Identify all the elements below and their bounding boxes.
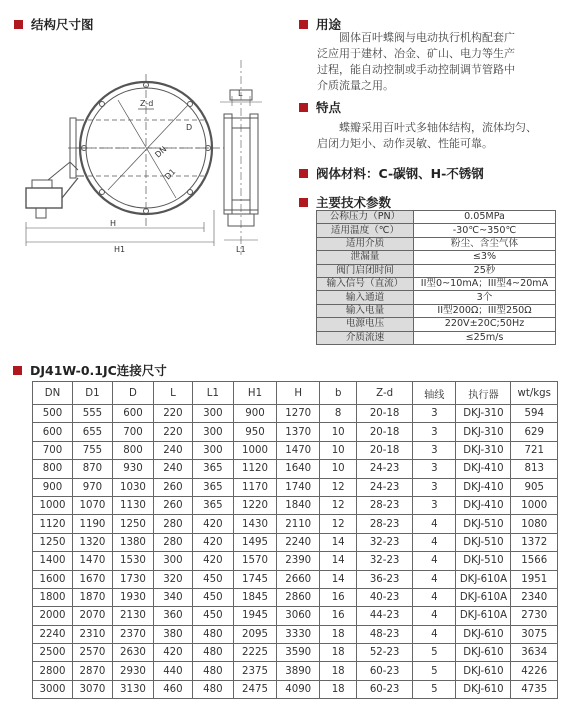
label-l1: L1 bbox=[236, 245, 246, 254]
spec-value: 3个 bbox=[414, 291, 556, 304]
table-cell: DKJ-310 bbox=[456, 423, 511, 441]
table-cell: 3 bbox=[413, 405, 456, 423]
table-cell: 440 bbox=[153, 662, 192, 680]
table-cell: 813 bbox=[511, 460, 558, 478]
feature-paragraph bbox=[317, 120, 562, 152]
table-cell: 2930 bbox=[112, 662, 153, 680]
drawing-title-text: 结构尺寸图 bbox=[31, 17, 94, 32]
table-cell: 629 bbox=[511, 423, 558, 441]
table-cell: 1372 bbox=[511, 533, 558, 551]
table-cell: 4 bbox=[413, 552, 456, 570]
spec-row bbox=[317, 304, 556, 317]
table-cell: 1380 bbox=[112, 533, 153, 551]
spec-key: 公称压力（PN） bbox=[317, 211, 414, 224]
table-cell: DKJ-410 bbox=[456, 478, 511, 496]
table-cell: 700 bbox=[33, 441, 73, 459]
spec-value: II型0~10mA；III型4~20mA bbox=[414, 277, 556, 290]
table-cell: 280 bbox=[153, 515, 192, 533]
table-row bbox=[33, 588, 558, 606]
table-cell: 1800 bbox=[33, 588, 73, 606]
table-cell: 2390 bbox=[277, 552, 320, 570]
table-cell: 1600 bbox=[33, 570, 73, 588]
table-cell: 3000 bbox=[33, 680, 73, 698]
spec-row bbox=[317, 264, 556, 277]
table-cell: DKJ-310 bbox=[456, 405, 511, 423]
table-cell: 1080 bbox=[511, 515, 558, 533]
table-cell: 18 bbox=[320, 644, 357, 662]
red-square-icon bbox=[13, 366, 22, 375]
material-title-text: 阀体材料：C-碳钢、H-不锈钢 bbox=[316, 166, 484, 181]
table-cell: 4226 bbox=[511, 662, 558, 680]
column-header: D1 bbox=[72, 382, 112, 405]
table-cell: 52-23 bbox=[357, 644, 413, 662]
table-cell: 450 bbox=[192, 570, 233, 588]
column-header: 轴线 bbox=[413, 382, 456, 405]
table-cell: 4 bbox=[413, 607, 456, 625]
usage-line: 过程，能自动控制或手动控制调节管路中 bbox=[317, 63, 515, 76]
table-cell: 3 bbox=[413, 460, 456, 478]
table-cell: 480 bbox=[192, 662, 233, 680]
spec-row bbox=[317, 224, 556, 237]
table-cell: 60-23 bbox=[357, 680, 413, 698]
table-cell: 420 bbox=[192, 533, 233, 551]
table-cell: 300 bbox=[192, 423, 233, 441]
table-cell: 900 bbox=[33, 478, 73, 496]
table-cell: 5 bbox=[413, 644, 456, 662]
spec-key: 输入信号（直流） bbox=[317, 277, 414, 290]
table-cell: 2095 bbox=[233, 625, 276, 643]
table-cell: 365 bbox=[192, 496, 233, 514]
usage-paragraph bbox=[317, 30, 562, 94]
label-l: L bbox=[238, 89, 243, 98]
table-cell: 3330 bbox=[277, 625, 320, 643]
table-cell: 2660 bbox=[277, 570, 320, 588]
spec-key: 输入通道 bbox=[317, 291, 414, 304]
table-cell: 2340 bbox=[511, 588, 558, 606]
spec-row bbox=[317, 237, 556, 250]
table-cell: 1000 bbox=[233, 441, 276, 459]
table-cell: 2000 bbox=[33, 607, 73, 625]
table-cell: 2475 bbox=[233, 680, 276, 698]
table-cell: 220 bbox=[153, 423, 192, 441]
table-cell: 60-23 bbox=[357, 662, 413, 680]
spec-value: 25秒 bbox=[414, 264, 556, 277]
table-cell: 1945 bbox=[233, 607, 276, 625]
table-cell: 1250 bbox=[112, 515, 153, 533]
table-cell: 4 bbox=[413, 515, 456, 533]
table-cell: 2225 bbox=[233, 644, 276, 662]
table-cell: 2800 bbox=[33, 662, 73, 680]
table-cell: 10 bbox=[320, 423, 357, 441]
table-cell: 240 bbox=[153, 460, 192, 478]
table-cell: 905 bbox=[511, 478, 558, 496]
column-header: L bbox=[153, 382, 192, 405]
table-cell: 1730 bbox=[112, 570, 153, 588]
column-header: H1 bbox=[233, 382, 276, 405]
column-header: 执行器 bbox=[456, 382, 511, 405]
table-cell: 16 bbox=[320, 607, 357, 625]
feature-line: 蝶瓣采用百叶式多轴体结构，流体均匀、 bbox=[339, 121, 537, 134]
table-row bbox=[33, 515, 558, 533]
table-cell: 2370 bbox=[112, 625, 153, 643]
table-cell: 420 bbox=[153, 644, 192, 662]
spec-key: 介质流速 bbox=[317, 331, 414, 344]
usage-line: 介质流量之用。 bbox=[317, 79, 394, 92]
table-cell: 2860 bbox=[277, 588, 320, 606]
column-header: DN bbox=[33, 382, 73, 405]
table-cell: DKJ-610A bbox=[456, 588, 511, 606]
table-cell: 1070 bbox=[72, 496, 112, 514]
table-cell: 10 bbox=[320, 441, 357, 459]
table-cell: 10 bbox=[320, 460, 357, 478]
table-cell: 721 bbox=[511, 441, 558, 459]
table-cell: 3130 bbox=[112, 680, 153, 698]
table-cell: 300 bbox=[192, 405, 233, 423]
table-cell: 2110 bbox=[277, 515, 320, 533]
table-cell: 18 bbox=[320, 625, 357, 643]
table-cell: 300 bbox=[153, 552, 192, 570]
table-row bbox=[33, 405, 558, 423]
spec-value: II型200Ω；III型250Ω bbox=[414, 304, 556, 317]
table-cell: 655 bbox=[72, 423, 112, 441]
column-header: D bbox=[112, 382, 153, 405]
table-cell: 1670 bbox=[72, 570, 112, 588]
table-cell: DKJ-410 bbox=[456, 496, 511, 514]
table-cell: 1740 bbox=[277, 478, 320, 496]
table-cell: 12 bbox=[320, 478, 357, 496]
table-cell: 12 bbox=[320, 515, 357, 533]
table-cell: 28-23 bbox=[357, 515, 413, 533]
table-cell: 1220 bbox=[233, 496, 276, 514]
table-cell: 340 bbox=[153, 588, 192, 606]
table-cell: 3590 bbox=[277, 644, 320, 662]
table-cell: 1120 bbox=[233, 460, 276, 478]
table-cell: DKJ-610 bbox=[456, 680, 511, 698]
table-cell: 1566 bbox=[511, 552, 558, 570]
table-cell: 5 bbox=[413, 662, 456, 680]
spec-key: 电源电压 bbox=[317, 318, 414, 331]
table-cell: 1130 bbox=[112, 496, 153, 514]
table-cell: DKJ-510 bbox=[456, 552, 511, 570]
table-cell: 755 bbox=[72, 441, 112, 459]
table-cell: 1270 bbox=[277, 405, 320, 423]
spec-key: 阀门启闭时间 bbox=[317, 264, 414, 277]
spec-value: -30℃~350℃ bbox=[414, 224, 556, 237]
table-cell: 1570 bbox=[233, 552, 276, 570]
table-row bbox=[33, 607, 558, 625]
table-cell: 2570 bbox=[72, 644, 112, 662]
table-cell: 460 bbox=[153, 680, 192, 698]
table-cell: 2240 bbox=[33, 625, 73, 643]
table-cell: 1190 bbox=[72, 515, 112, 533]
column-header: wt/kgs bbox=[511, 382, 558, 405]
table-cell: 950 bbox=[233, 423, 276, 441]
table-cell: 2500 bbox=[33, 644, 73, 662]
table-cell: 14 bbox=[320, 533, 357, 551]
table-cell: 260 bbox=[153, 496, 192, 514]
table-cell: 16 bbox=[320, 588, 357, 606]
table-cell: 1470 bbox=[277, 441, 320, 459]
table-cell: 240 bbox=[153, 441, 192, 459]
actuator-body bbox=[26, 188, 62, 208]
feature-section-title bbox=[299, 98, 341, 116]
spec-row bbox=[317, 291, 556, 304]
table-row bbox=[33, 533, 558, 551]
spec-title-text: 主要技术参数 bbox=[316, 195, 392, 210]
dimension-table bbox=[32, 381, 558, 699]
table-cell: 2130 bbox=[112, 607, 153, 625]
table-row bbox=[33, 441, 558, 459]
table-cell: 600 bbox=[33, 423, 73, 441]
spec-row bbox=[317, 211, 556, 224]
table-cell: 2630 bbox=[112, 644, 153, 662]
table-cell: 1870 bbox=[72, 588, 112, 606]
table-cell: 14 bbox=[320, 552, 357, 570]
table-cell: 8 bbox=[320, 405, 357, 423]
table-cell: 380 bbox=[153, 625, 192, 643]
spec-row bbox=[317, 277, 556, 290]
label-d: D bbox=[186, 123, 193, 132]
table-cell: 5 bbox=[413, 680, 456, 698]
table-cell: 1430 bbox=[233, 515, 276, 533]
table-cell: 365 bbox=[192, 460, 233, 478]
table-cell: 40-23 bbox=[357, 588, 413, 606]
label-d1: D1 bbox=[163, 167, 178, 182]
usage-line: 圆体百叶蝶阀与电动执行机构配套广 bbox=[339, 31, 515, 44]
table-cell: 1840 bbox=[277, 496, 320, 514]
table-cell: 1470 bbox=[72, 552, 112, 570]
table-cell: 1000 bbox=[511, 496, 558, 514]
table-cell: 24-23 bbox=[357, 460, 413, 478]
table-cell: 4 bbox=[413, 533, 456, 551]
table-row bbox=[33, 478, 558, 496]
table-cell: 4090 bbox=[277, 680, 320, 698]
dim-table-title-text: DJ41W-0.1JC连接尺寸 bbox=[30, 363, 167, 378]
spec-value: ≤3% bbox=[414, 251, 556, 264]
table-cell: 4 bbox=[413, 625, 456, 643]
table-cell: 3 bbox=[413, 423, 456, 441]
spec-key: 泄漏量 bbox=[317, 251, 414, 264]
table-cell: 480 bbox=[192, 625, 233, 643]
table-cell: DKJ-610 bbox=[456, 625, 511, 643]
table-cell: 20-18 bbox=[357, 405, 413, 423]
table-cell: 1370 bbox=[277, 423, 320, 441]
table-cell: 1030 bbox=[112, 478, 153, 496]
table-cell: 3 bbox=[413, 478, 456, 496]
table-row bbox=[33, 644, 558, 662]
valve-drawing bbox=[18, 30, 278, 260]
table-cell: 2375 bbox=[233, 662, 276, 680]
column-header: b bbox=[320, 382, 357, 405]
table-cell: 3890 bbox=[277, 662, 320, 680]
table-cell: 1530 bbox=[112, 552, 153, 570]
table-cell: DKJ-610 bbox=[456, 662, 511, 680]
feature-line: 启闭力矩小、动作灵敏、性能可靠。 bbox=[317, 137, 493, 150]
table-row bbox=[33, 423, 558, 441]
table-cell: 480 bbox=[192, 644, 233, 662]
table-cell: 4 bbox=[413, 570, 456, 588]
table-cell: 2730 bbox=[511, 607, 558, 625]
spec-table bbox=[316, 210, 556, 345]
table-cell: 4735 bbox=[511, 680, 558, 698]
table-cell: 2870 bbox=[72, 662, 112, 680]
table-cell: 1495 bbox=[233, 533, 276, 551]
table-cell: 320 bbox=[153, 570, 192, 588]
table-cell: 14 bbox=[320, 570, 357, 588]
red-square-icon bbox=[299, 169, 308, 178]
table-cell: 20-18 bbox=[357, 423, 413, 441]
table-row bbox=[33, 460, 558, 478]
table-cell: 28-23 bbox=[357, 496, 413, 514]
table-cell: 32-23 bbox=[357, 552, 413, 570]
table-cell: 3075 bbox=[511, 625, 558, 643]
spec-value: ≤25m/s bbox=[414, 331, 556, 344]
table-cell: 220 bbox=[153, 405, 192, 423]
label-h1: H1 bbox=[114, 245, 126, 254]
table-cell: DKJ-610A bbox=[456, 607, 511, 625]
table-row bbox=[33, 570, 558, 588]
column-header: L1 bbox=[192, 382, 233, 405]
table-cell: 36-23 bbox=[357, 570, 413, 588]
table-cell: 1400 bbox=[33, 552, 73, 570]
table-cell: 1320 bbox=[72, 533, 112, 551]
table-cell: 450 bbox=[192, 607, 233, 625]
table-cell: 2240 bbox=[277, 533, 320, 551]
spec-value: 220V±20C;50Hz bbox=[414, 318, 556, 331]
label-zd: Z-d bbox=[140, 99, 154, 108]
table-cell: 420 bbox=[192, 515, 233, 533]
table-cell: 2310 bbox=[72, 625, 112, 643]
table-cell: 1170 bbox=[233, 478, 276, 496]
table-cell: 20-18 bbox=[357, 441, 413, 459]
table-cell: DKJ-310 bbox=[456, 441, 511, 459]
table-row bbox=[33, 552, 558, 570]
table-cell: 1951 bbox=[511, 570, 558, 588]
spec-value: 粉尘、含尘气体 bbox=[414, 237, 556, 250]
table-cell: 930 bbox=[112, 460, 153, 478]
feature-title-text: 特点 bbox=[316, 100, 342, 115]
table-cell: 365 bbox=[192, 478, 233, 496]
spec-key: 输入电量 bbox=[317, 304, 414, 317]
table-cell: 260 bbox=[153, 478, 192, 496]
red-square-icon bbox=[299, 198, 308, 207]
dim-table-section-title bbox=[13, 361, 167, 379]
table-row bbox=[33, 625, 558, 643]
table-cell: DKJ-610A bbox=[456, 570, 511, 588]
table-cell: DKJ-610 bbox=[456, 644, 511, 662]
table-cell: 900 bbox=[233, 405, 276, 423]
table-cell: 300 bbox=[192, 441, 233, 459]
spec-section-title bbox=[299, 193, 391, 211]
table-row bbox=[33, 662, 558, 680]
label-h: H bbox=[110, 219, 117, 228]
table-row bbox=[33, 680, 558, 698]
table-cell: 1120 bbox=[33, 515, 73, 533]
table-cell: 420 bbox=[192, 552, 233, 570]
table-cell: 12 bbox=[320, 496, 357, 514]
table-cell: 3070 bbox=[72, 680, 112, 698]
table-cell: 280 bbox=[153, 533, 192, 551]
table-cell: 360 bbox=[153, 607, 192, 625]
table-cell: 1640 bbox=[277, 460, 320, 478]
table-cell: 32-23 bbox=[357, 533, 413, 551]
table-row bbox=[33, 496, 558, 514]
table-cell: 450 bbox=[192, 588, 233, 606]
table-cell: 3060 bbox=[277, 607, 320, 625]
material-section-title bbox=[299, 164, 484, 182]
table-cell: 480 bbox=[192, 680, 233, 698]
table-cell: 1000 bbox=[33, 496, 73, 514]
column-header: H bbox=[277, 382, 320, 405]
table-cell: 2070 bbox=[72, 607, 112, 625]
table-cell: 3634 bbox=[511, 644, 558, 662]
table-cell: 48-23 bbox=[357, 625, 413, 643]
table-cell: DKJ-510 bbox=[456, 515, 511, 533]
table-cell: 18 bbox=[320, 662, 357, 680]
table-cell: 870 bbox=[72, 460, 112, 478]
table-cell: 1845 bbox=[233, 588, 276, 606]
table-cell: 594 bbox=[511, 405, 558, 423]
table-cell: DKJ-410 bbox=[456, 460, 511, 478]
column-header: Z-d bbox=[357, 382, 413, 405]
spec-row bbox=[317, 251, 556, 264]
table-cell: 800 bbox=[112, 441, 153, 459]
table-cell: 800 bbox=[33, 460, 73, 478]
table-cell: 600 bbox=[112, 405, 153, 423]
spec-value: 0.05MPa bbox=[414, 211, 556, 224]
spec-row bbox=[317, 331, 556, 344]
table-cell: 1930 bbox=[112, 588, 153, 606]
table-cell: 500 bbox=[33, 405, 73, 423]
table-cell: DKJ-510 bbox=[456, 533, 511, 551]
table-cell: 3 bbox=[413, 441, 456, 459]
table-cell: 24-23 bbox=[357, 478, 413, 496]
red-square-icon bbox=[299, 20, 308, 29]
table-cell: 1250 bbox=[33, 533, 73, 551]
table-cell: 44-23 bbox=[357, 607, 413, 625]
red-square-icon bbox=[299, 103, 308, 112]
red-square-icon bbox=[14, 20, 23, 29]
usage-title-text: 用途 bbox=[316, 17, 342, 32]
table-cell: 18 bbox=[320, 680, 357, 698]
table-header-row bbox=[33, 382, 558, 405]
table-cell: 700 bbox=[112, 423, 153, 441]
spec-key: 适用温度（℃） bbox=[317, 224, 414, 237]
spec-row bbox=[317, 318, 556, 331]
table-cell: 1745 bbox=[233, 570, 276, 588]
table-cell: 4 bbox=[413, 588, 456, 606]
spec-key: 适用介质 bbox=[317, 237, 414, 250]
label-dn: DN bbox=[153, 144, 169, 160]
table-cell: 3 bbox=[413, 496, 456, 514]
table-cell: 555 bbox=[72, 405, 112, 423]
table-cell: 970 bbox=[72, 478, 112, 496]
usage-line: 泛应用于建材、冶金、矿山、电力等生产 bbox=[317, 47, 515, 60]
